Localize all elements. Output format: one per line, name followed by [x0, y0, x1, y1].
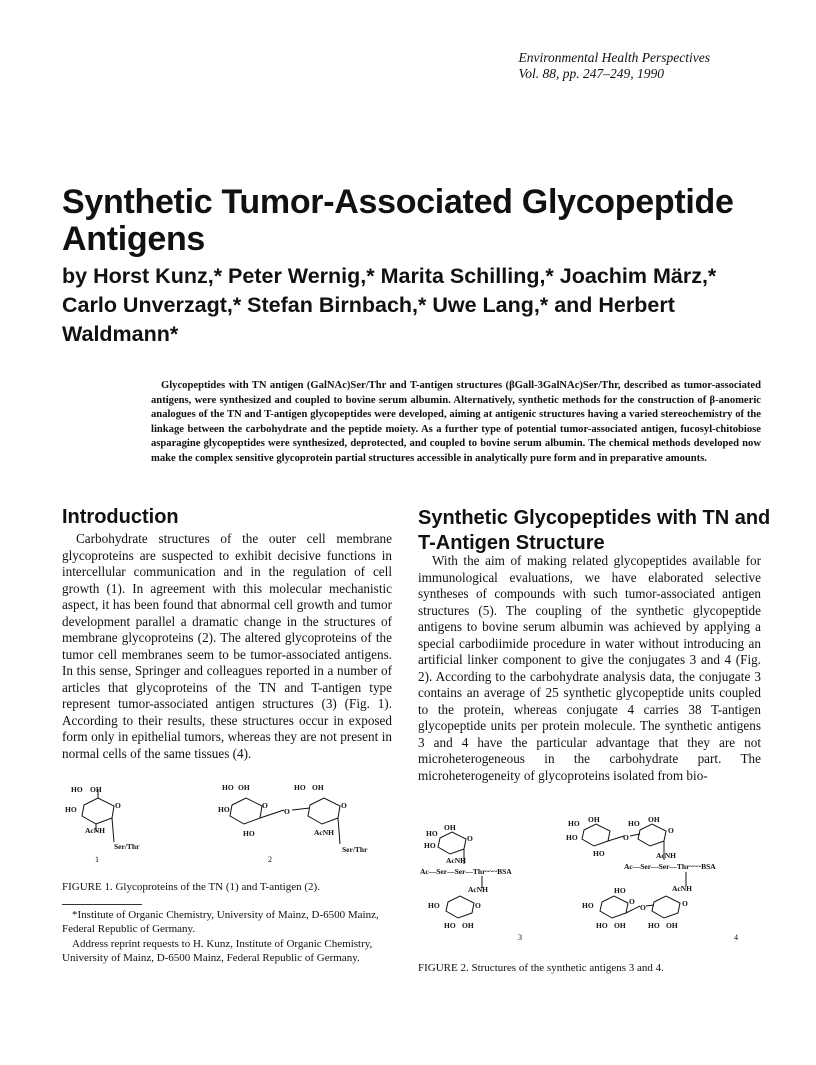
fig2-peptide-chain: Ac—Ser—Ser—Thr~~~BSA: [624, 862, 716, 871]
fig2-acnh-label: AcNH: [468, 885, 488, 894]
fig2-oh-label: OH: [614, 921, 626, 930]
figure2-caption: FIGURE 2. Structures of the synthetic antigens 3 and 4.: [418, 962, 664, 974]
paper-title: Synthetic Tumor-Associated Glycopeptide Antigens: [62, 183, 734, 258]
structure-3: [420, 823, 522, 942]
fig2-ho-label: HO: [596, 921, 608, 930]
footnote-divider: [62, 904, 142, 905]
fig2-ho-label: HO: [444, 921, 456, 930]
journal-name: Environmental Health Perspectives: [518, 50, 710, 65]
fig2-ho-label: HO: [568, 819, 580, 828]
fig2-ho-label: HO: [648, 921, 660, 930]
fig2-oh-label: OH: [588, 816, 600, 824]
fig2-ho-label: HO: [566, 833, 578, 842]
structure-2: [218, 783, 368, 864]
abstract: Glycopeptides with TN antigen (GalNAc)Ser/Thr and T-antigen structures (βGall-3GalNAc)Ser/Thr, described as tumor-associated antigens, were synthesized and coupled to bovine serum albumin. Alternatively, synthetic methods for the construction of β-anomeric analogues of the TN and T-antigen glycopeptides were developed, aiming at antigenic structures having a varied stereochemistry of the linkage between the carbohydrate and the peptide moiety. As a further type of potential tumor-associated antigen, fucosyl-chitobiose asparagine glycopeptides were synthesized, deprotected, and coupled to bovine serum albumin. The chemical methods developed now make the complex sensitive glycoprotein partial structures accessible in analytically pure form and in preparative amounts.: [151, 380, 761, 464]
fig1-compound-2: 2: [268, 855, 272, 864]
fig2-ho-label: HO: [614, 886, 626, 895]
fig1-oh-label: OH: [90, 785, 102, 794]
fig1-oh-label: OH: [238, 783, 250, 792]
fig2-o-label: O: [640, 903, 646, 912]
fig2-ho-label: HO: [428, 901, 440, 910]
section2-body: With the aim of making related glycopeptides available for immunological evaluations, we have elaborated selective syntheses of compounds with such tumor-associated antigen structures (5). The coupling of the synthetic glycopeptide antigens to bovine serum albumin was achieved by applying a special carbodiimide procedure in water without introducing an artificial linker component to give the conjugates 3 and 4 (Fig. 2). According to the carbohydrate analysis data, the conjugate 3 contains an average of 25 synthetic glycopeptide units coupled to the protein, whereas conjugate 4 carries 38 T-antigen glycopeptide units per protein molecule. The synthetic antigens 3 and 4 have the particular advantage that they are not microheterogeneous in the carbohydrate part. The microheterogeneity of glycoproteins isolated from bio-: [418, 553, 761, 783]
fig2-acnh-label: AcNH: [446, 856, 466, 865]
figure1-structures: [62, 780, 392, 870]
intro-body: Carbohydrate structures of the outer cell membrane glycoproteins are suspected to exhibit decisive functions in intercellular communication and in the regulation of cell growth (1). In agreement with this molecular mechanistic aspect, it has been found that abnormal cell growth and tumor development parallel a dramatic change in the structures of membrane glycoproteins (2). The altered glycoproteins of the tumor cell membranes seem to be tumor-associated antigens. In this sense, Springer and colleagues reported in a number of articles that glycoproteins of the TN and T-antigen type represent tumor-associated antigen structures (3) (Fig. 1). According to their results, these structures occur in exposed form only in epithelial tumors, whereas they are not present in normal cells of the same tissues (4).: [62, 531, 392, 761]
fig2-oh-label: OH: [462, 921, 474, 930]
fig1-ho-label: HO: [65, 805, 77, 814]
fig1-ho-label: HO: [218, 805, 230, 814]
journal-header: [519, 50, 710, 82]
footnote-affiliation: *Institute of Organic Chemistry, University of Mainz, D-6500 Mainz, Federal Republic of Germany.: [62, 909, 379, 935]
section2-heading: Synthetic Glycopeptides with TN and T-Antigen Structure: [418, 507, 771, 554]
fig1-acnh-label: AcNH: [314, 828, 334, 837]
footnotes: [62, 909, 392, 965]
fig2-o-label: O: [623, 833, 629, 842]
fig1-serthr-label: Ser/Thr: [342, 845, 368, 854]
figure1-caption: FIGURE 1. Glycoproteins of the TN (1) and T-antigen (2).: [62, 881, 320, 893]
fig2-o-label: O: [629, 897, 635, 906]
fig2-o-label: O: [682, 899, 688, 908]
footnote-reprints: Address reprint requests to H. Kunz, Institute of Organic Chemistry, University of Mainz, D-6500 Mainz, Federal Republic of Germany.: [62, 938, 373, 964]
fig2-ho-label: HO: [628, 819, 640, 828]
structure-1: [65, 785, 140, 864]
fig2-oh-label: OH: [444, 823, 456, 832]
fig2-oh-label: OH: [648, 816, 660, 824]
fig2-peptide-chain: Ac—Ser—Ser—Thr~~~BSA: [420, 867, 512, 876]
fig2-acnh-label: AcNH: [672, 884, 692, 893]
intro-heading: Introduction: [62, 506, 179, 528]
fig2-o-label: O: [467, 834, 473, 843]
fig2-ho-label: HO: [424, 841, 436, 850]
fig2-oh-label: OH: [666, 921, 678, 930]
fig2-o-label: O: [668, 826, 674, 835]
fig1-compound-1: 1: [95, 855, 99, 864]
figure2-structures: [418, 816, 763, 946]
fig2-ho-label: HO: [593, 849, 605, 858]
fig1-ho-label: HO: [294, 783, 306, 792]
fig1-o-label: O: [341, 801, 347, 810]
fig1-acnh-label: AcNH: [85, 826, 105, 835]
fig1-o-label: O: [262, 801, 268, 810]
fig1-serthr-label: Ser/Thr: [114, 842, 140, 851]
fig2-compound-3: 3: [518, 933, 522, 942]
fig1-ho-label: HO: [243, 829, 255, 838]
fig1-o-label: O: [284, 807, 290, 816]
fig2-acnh-label: AcNH: [656, 851, 676, 860]
fig2-o-label: O: [475, 901, 481, 910]
fig2-ho-label: HO: [426, 829, 438, 838]
author-list: by Horst Kunz,* Peter Wernig,* Marita Schilling,* Joachim März,* Carlo Unverzagt,* Stefan Birnbach,* Uwe Lang,* and Herbert Waldmann*: [62, 264, 717, 346]
fig1-ho-label: HO: [71, 785, 83, 794]
fig2-ho-label: HO: [582, 901, 594, 910]
fig2-compound-4: 4: [734, 933, 738, 942]
structure-4: [566, 816, 738, 942]
fig1-ho-label: HO: [222, 783, 234, 792]
journal-citation: Vol. 88, pp. 247–249, 1990: [518, 66, 665, 81]
fig1-o-label: O: [115, 801, 121, 810]
fig1-oh-label: OH: [312, 783, 324, 792]
